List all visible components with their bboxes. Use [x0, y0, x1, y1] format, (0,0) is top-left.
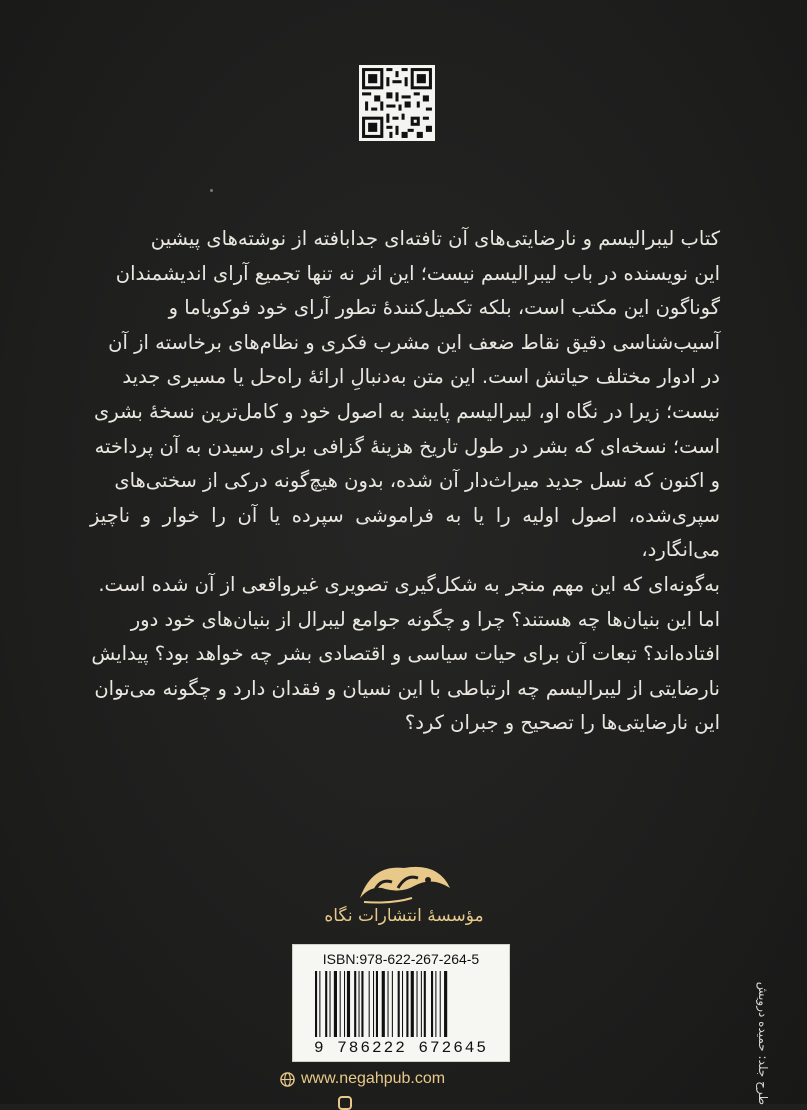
isbn-number: ISBN:978-622-267-264-5: [322, 951, 480, 967]
description-line: این نویسنده در باب لیبرالیسم نیست؛ این اثر نه تنها تجمیع آرای اندیشمندان: [115, 261, 720, 285]
barcode-digits: 9 786222 672645: [313, 1039, 489, 1057]
description-line: کتاب لیبرالیسم و نارضایتی‌های آن تافته‌ای جدابافته از نوشته‌های پیشین: [150, 227, 720, 250]
isbn-barcode: [292, 944, 510, 1062]
publisher-name: مؤسسهٔ انتشارات نگاه: [324, 906, 484, 926]
description-line: نارضایتی از لیبرالیسم چه ارتباطی با این نسیان و فقدان دارد و چگونه می‌توان: [94, 676, 720, 700]
globe-icon: [280, 1072, 295, 1087]
description-line: اما این بنیان‌ها چه هستند؟ چرا و چگونه جوامع لیبرال از بنیان‌های خود دور: [130, 607, 720, 631]
description-line: آسیب‌شناسی دقیق نقاط ضعف این مشرب فکری و نظام‌های برخاسته از آن: [108, 330, 720, 354]
instagram-icon: [338, 1096, 352, 1110]
description-line: به‌گونه‌ای که این مهم منجر به شکل‌گیری تصویری غیرواقعی از آن شده است.: [98, 572, 720, 596]
barcode-icon: [315, 971, 487, 1039]
description-line: این نارضایتی‌ها را تصحیح و جبران کرد؟: [404, 711, 720, 735]
website-url[interactable]: www.negahpub.com: [301, 1070, 446, 1087]
description-line: و اکنون که نسل جدید میراث‌دار آن شده، بدون هیچ‌گونه درکی از سختی‌های: [114, 469, 720, 493]
website[interactable]: [280, 1070, 530, 1088]
qr-code-icon: [359, 65, 435, 141]
description-line: نیست؛ زیرا در نگاه او، لیبرالیسم پایبند به اصول خود و کامل‌ترین نسخهٔ بشری: [93, 399, 720, 423]
description-line: افتاده‌اند؟ تبعات آن برای حیات سیاسی و اقتصادی بشر چه خواهد بود؟ پیدایش: [91, 642, 720, 666]
cover-design-credit: طرح جلد: حمیده درویش: [756, 981, 770, 1105]
description-line: گوناگون این مکتب است، بلکه تکمیل‌کنندهٔ تطور آرای خود فوکویاما و: [168, 296, 720, 320]
description-line: است؛ نسخه‌ای که بشر در طول تاریخ هزینهٔ گزافی برای رسیدن به آن پرداخته: [94, 434, 720, 458]
speck: [210, 189, 213, 192]
publisher-logo: [352, 858, 457, 908]
book-description: [90, 222, 720, 741]
description-line: در ادوار مختلف حیاتش است. این متن به‌دنبالِ ارائهٔ راه‌حل یا مسیری جدید: [122, 365, 720, 389]
description-line: سپری‌شده، اصول اولیه را یا به فراموشی سپرده یا آن را خوار و ناچیز می‌انگارد،: [90, 503, 720, 562]
